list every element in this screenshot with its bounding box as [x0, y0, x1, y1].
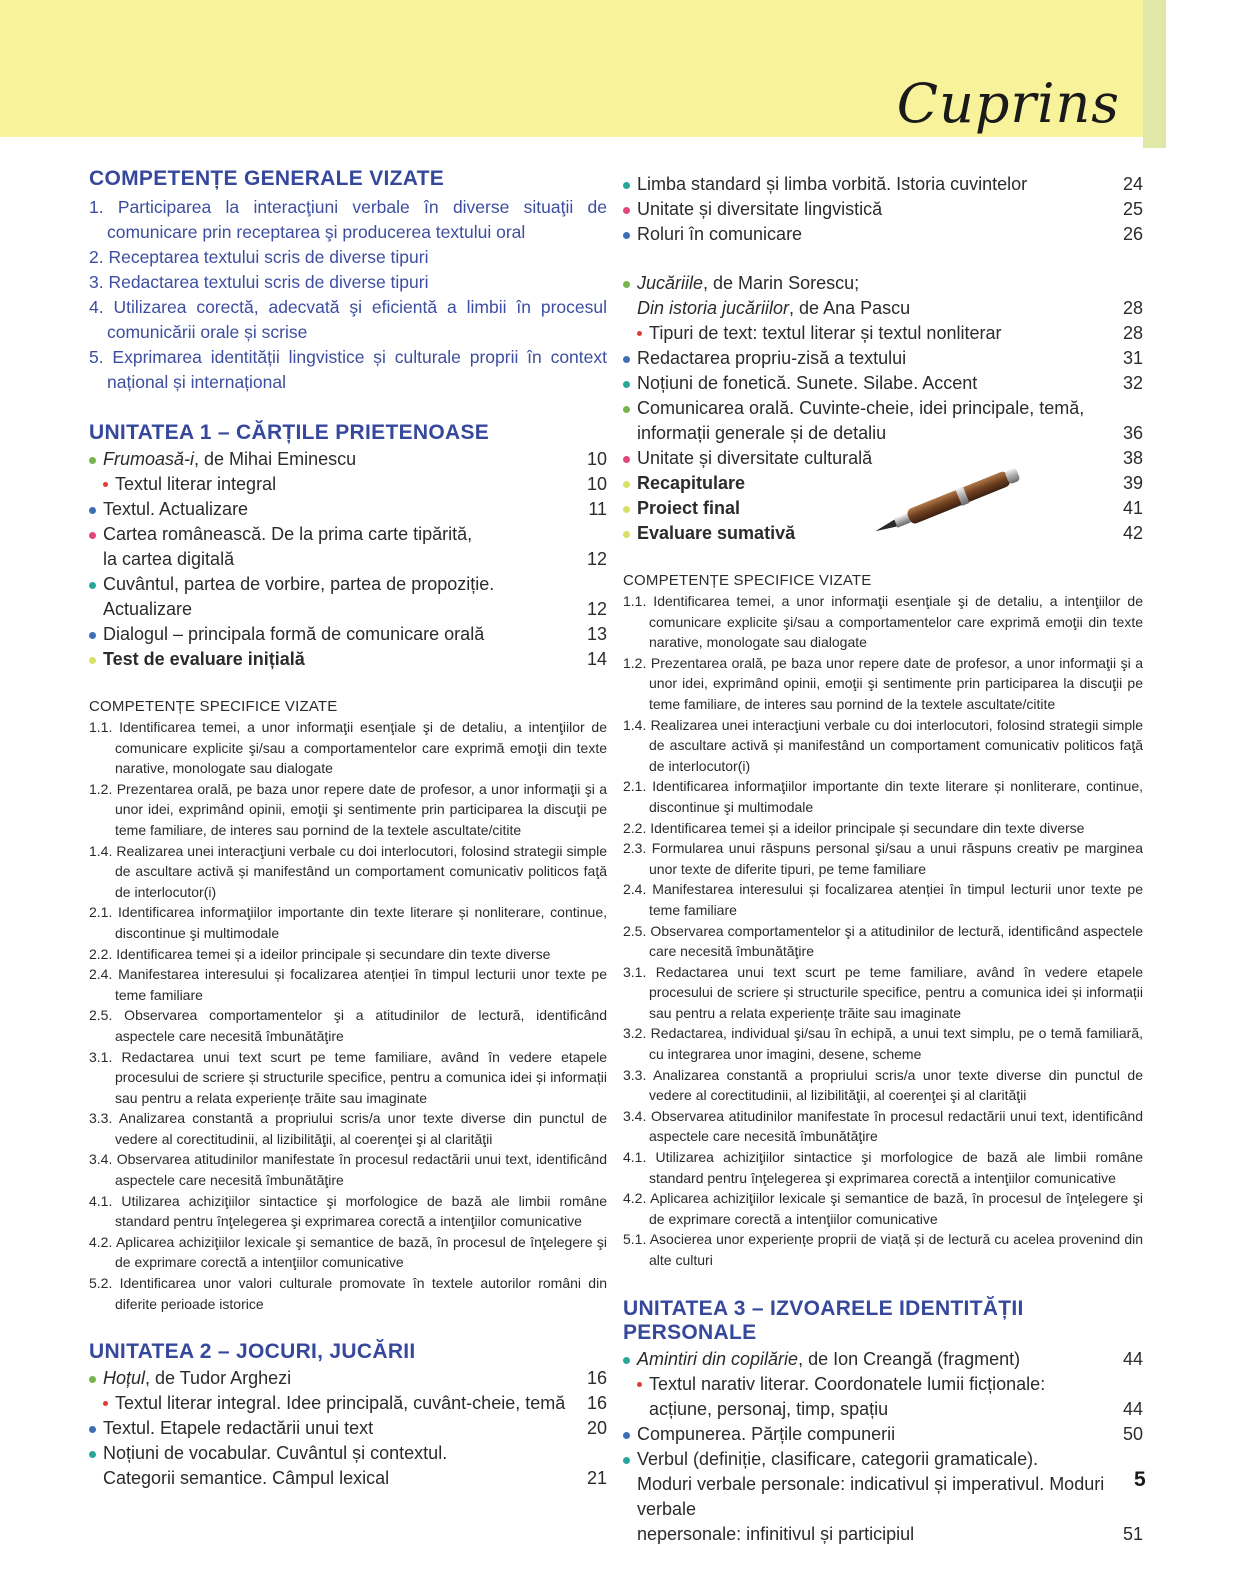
spec-competence: 3.1. Redactarea unui text scurt pe teme familiare, având în vedere etapele procesului de scriere și structurile specifice, pentru a comunica idei și informații sau pentru a relata experiențe trăite sau imaginate	[89, 1048, 607, 1106]
spec-competence: 1.1. Identificarea temei, a unor informaţii esenţiale şi de detaliu, a intenţiilor de comunicare explicite şi/sau a comportamentelor care exprimă emoţii din texte narative, monologate sau dialogate	[89, 719, 607, 777]
spec-competence: 1.4. Realizarea unei interacţiuni verbale cu doi interlocutori, folosind strategii simple de ascultare activă și manifestând un comportament comunicativ politicos faţă de interlocutor(i)	[89, 842, 607, 900]
page-number: 5	[1134, 1468, 1146, 1491]
general-competences-heading: COMPETENȚE GENERALE VIZATE	[89, 167, 445, 190]
spec-competence: 5.1. Asocierea unor experiențe proprii de viață și de lectură cu acelea provenind din alte culturi	[623, 1231, 1143, 1268]
toc-item-cont[interactable]: nepersonale: infinitivul și participiul 51	[637, 1523, 1143, 1544]
toc-item[interactable]: Recapitulare 39	[623, 471, 1143, 496]
toc-item[interactable]: Unitate și diversitate culturală 38	[623, 446, 1143, 471]
left-column	[89, 167, 607, 1491]
spec-competence: 1.2. Prezentarea orală, pe baza unor repere date de profesor, a unor informaţii şi a unor idei, exprimând opinii, emoţii şi sentimente prin participarea la discuţii pe teme familiare, de interes sau pornind de la textele ascultate/citite	[89, 780, 607, 838]
spec-competence: 2.2. Identificarea temei și a ideilor principale și secundare din texte diverse	[89, 945, 551, 962]
fountain-pen-illustration	[862, 458, 1032, 538]
toc-item[interactable]: Hoțul, de Tudor Arghezi 16	[89, 1366, 607, 1391]
unit1-spec-heading: COMPETENȚE SPECIFICE VIZATE	[89, 698, 338, 715]
unit2-spec-list	[623, 591, 1143, 1271]
unit3-heading: UNITATEA 3 – IZVOARELE IDENTITĂȚII PERSONALE	[623, 1296, 1024, 1344]
spec-competence: 4.2. Aplicarea achiziţiilor lexicale şi semantice de bază, în procesul de înţelegere şi de exprimare corectă a intenţiilor comunicative	[623, 1190, 1143, 1227]
spec-competence: 2.3. Formularea unui răspuns personal şi/sau a unui răspuns creativ pe marginea unor texte de diferite tipuri, pe teme familiare	[623, 840, 1143, 877]
toc-item[interactable]: Compunerea. Părțile compunerii 50	[623, 1422, 1143, 1447]
toc-item[interactable]: Textul literar integral. Idee principală, cuvânt-cheie, temă 16	[89, 1391, 607, 1416]
unit2-toc-continued	[623, 172, 1143, 247]
unit1-toc	[89, 447, 607, 672]
general-competence: 5. Exprimarea identității lingvistice și culturale proprii în context național și internațional	[89, 347, 607, 392]
toc-item-cont[interactable]: informații generale și de detaliu 36	[637, 423, 1143, 443]
unit1-heading: UNITATEA 1 – CĂRȚILE PRIETENOASE	[89, 421, 490, 444]
toc-item[interactable]: Proiect final 41	[623, 496, 1143, 521]
toc-item[interactable]: Textul narativ literar. Coordonatele lumii ficționale:	[623, 1372, 1143, 1397]
spec-competence: 3.1. Redactarea unui text scurt pe teme familiare, având în vedere etapele procesului de scriere și structurile specifice, pentru a comunica idei și informații sau pentru a relata experiențe trăite sau imaginate	[623, 963, 1143, 1021]
toc-item[interactable]: Jucăriile, de Marin Sorescu;	[623, 271, 1143, 296]
toc-item[interactable]: Textul. Actualizare 11	[89, 497, 607, 522]
toc-item[interactable]: Noțiuni de vocabular. Cuvântul și contextul.	[89, 1441, 607, 1466]
general-competence: 2. Receptarea textului scris de diverse tipuri	[89, 247, 429, 267]
general-competences-list	[89, 195, 607, 395]
toc-item[interactable]: Limba standard și limba vorbită. Istoria cuvintelor 24	[623, 172, 1143, 197]
unit2-heading: UNITATEA 2 – JOCURI, JUCĂRII	[89, 1340, 416, 1364]
toc-item[interactable]: Textul. Etapele redactării unui text 20	[89, 1416, 607, 1441]
general-competence: 1. Participarea la interacţiuni verbale în diverse situaţii de comunicare prin receptarea şi producerea textului oral	[89, 197, 607, 242]
unit3-toc	[623, 1347, 1143, 1547]
header-band-edge	[1143, 0, 1166, 148]
toc-item[interactable]: Roluri în comunicare 26	[623, 222, 1143, 247]
toc-item[interactable]: Cartea românească. De la prima carte tipărită,	[89, 522, 607, 547]
toc-item[interactable]: Dialogul – principala formă de comunicare orală 13	[89, 622, 607, 647]
spec-competence: 3.3. Analizarea constantă a propriului scris/a unor texte diverse din punctul de vedere al corectitudinii, al lizibilităţii, al coerenţei şi al clarităţii	[89, 1110, 607, 1147]
toc-item-cont[interactable]: Moduri verbale personale: indicativul și imperativul. Moduri verbale	[637, 1473, 1105, 1519]
toc-item-cont[interactable]: Din istoria jucăriilor, de Ana Pascu 28	[637, 298, 1143, 318]
spec-competence: 3.4. Observarea atitudinilor manifestate în procesul redactării unui text, identificând aspectele care necesită îmbunătăţire	[89, 1151, 607, 1189]
spec-competence: 2.1. Identificarea informaţiilor importante din texte literare și nonliterare, continue, discontinue şi multimodale	[623, 778, 1143, 815]
unit2-toc	[89, 1366, 607, 1491]
spec-competence: 3.4. Observarea atitudinilor manifestate în procesul redactării unui text, identificând aspectele care necesită îmbunătăţire	[623, 1107, 1143, 1145]
toc-item[interactable]: Verbul (definiție, clasificare, categorii gramaticale).	[623, 1447, 1143, 1472]
toc-item[interactable]: Evaluare sumativă 42	[623, 521, 1143, 546]
toc-item[interactable]: Test de evaluare inițială 14	[89, 647, 607, 672]
page-title: Cuprins	[896, 72, 1120, 135]
right-column	[623, 172, 1143, 1547]
toc-item[interactable]: Cuvântul, partea de vorbire, partea de propoziție.	[89, 572, 607, 597]
toc-item[interactable]: Tipuri de text: textul literar și textul nonliterar 28	[623, 321, 1143, 346]
toc-item-cont[interactable]: la cartea digitală 12	[103, 549, 607, 569]
toc-item[interactable]: Amintiri din copilărie, de Ion Creangă (fragment) 44	[623, 1347, 1143, 1372]
spec-competence: 4.2. Aplicarea achiziţiilor lexicale şi semantice de bază, în procesul de înţelegere şi de exprimare corectă a intenţiilor comunicative	[89, 1233, 607, 1271]
toc-item[interactable]: Frumoasă-i, de Mihai Eminescu 10	[89, 447, 607, 472]
spec-competence: 2.5. Observarea comportamentelor şi a atitudinilor de lectură, identificând aspectele care necesită îmbunătăţire	[623, 922, 1143, 960]
toc-item-cont[interactable]: Categorii semantice. Câmpul lexical 21	[103, 1468, 607, 1489]
spec-competence: 1.2. Prezentarea orală, pe baza unor repere date de profesor, a unor informaţii şi a unor idei, exprimând opinii, emoţii şi sentimente prin participarea la discuţii pe teme familiare, de interes sau pornind de la textele ascultate/citite	[623, 654, 1143, 712]
spec-competence: 4.1. Utilizarea achiziţiilor sintactice şi morfologice de bază ale limbii române standard pentru înţelegerea şi exprimarea corectă a intenţiilor comunicative	[623, 1149, 1143, 1186]
spec-competence: 2.4. Manifestarea interesului și focalizarea atenției în timpul lecturii unor texte pe teme familiare	[89, 966, 607, 1003]
spec-competence: 3.3. Analizarea constantă a propriului scris/a unor texte diverse din punctul de vedere al corectitudinii, al lizibilităţii, al coerenţei şi al clarităţii	[623, 1066, 1143, 1104]
spec-competence: 4.1. Utilizarea achiziţiilor sintactice şi morfologice de bază ale limbii române standard pentru înţelegerea şi exprimarea corectă a intenţiilor comunicative	[89, 1192, 607, 1230]
spec-competence: 5.2. Identificarea unor valori culturale promovate în textele autorilor români din diferite perioade istorice	[89, 1275, 607, 1312]
toc-item-cont[interactable]: acțiune, personaj, timp, spațiu 44	[649, 1398, 1143, 1419]
spacer	[623, 247, 1143, 271]
toc-item[interactable]: Textul literar integral 10	[89, 472, 607, 497]
general-competence: 3. Redactarea textului scris de diverse tipuri	[89, 272, 429, 292]
toc-item[interactable]: Noțiuni de fonetică. Sunete. Silabe. Accent 32	[623, 371, 1143, 396]
unit2-spec-heading: COMPETENȚE SPECIFICE VIZATE	[623, 572, 872, 589]
general-competence: 4. Utilizarea corectă, adecvată şi eficientă a limbii în procesul comunicării orale și scrise	[89, 297, 607, 342]
spec-competence: 2.1. Identificarea informaţiilor importante din texte literare și nonliterare, continue, discontinue şi multimodale	[89, 904, 607, 941]
spec-competence: 2.5. Observarea comportamentelor şi a atitudinilor de lectură, identificând aspectele care necesită îmbunătăţire	[89, 1007, 607, 1044]
spec-competence: 3.2. Redactarea, individual şi/sau în echipă, a unui text simplu, pe o temă familiară, cu integrarea unor imagini, desene, scheme	[623, 1025, 1143, 1063]
spec-competence: 1.1. Identificarea temei, a unor informaţii esenţiale şi de detaliu, a intenţiilor de comunicare explicite şi/sau a comportamentelor care exprimă emoţii din texte narative, monologate sau dialogate	[623, 593, 1143, 651]
toc-item[interactable]: Comunicarea orală. Cuvinte-cheie, idei principale, temă,	[623, 396, 1143, 421]
spec-competence: 1.4. Realizarea unei interacţiuni verbale cu doi interlocutori, folosind strategii simple de ascultare activă și manifestând un comportament comunicativ politicos faţă de interlocutor(i)	[623, 716, 1143, 774]
toc-item[interactable]: Unitate și diversitate lingvistică 25	[623, 197, 1143, 222]
toc-item[interactable]: Redactarea propriu-zisă a textului 31	[623, 346, 1143, 371]
unit1-spec-list	[89, 717, 607, 1314]
spec-competence: 2.4. Manifestarea interesului și focalizarea atenției în timpul lecturii unor texte pe teme familiare	[623, 881, 1143, 918]
toc-item-cont[interactable]: Actualizare 12	[103, 599, 607, 619]
spec-competence: 2.2. Identificarea temei și a ideilor principale și secundare din texte diverse	[623, 819, 1085, 836]
